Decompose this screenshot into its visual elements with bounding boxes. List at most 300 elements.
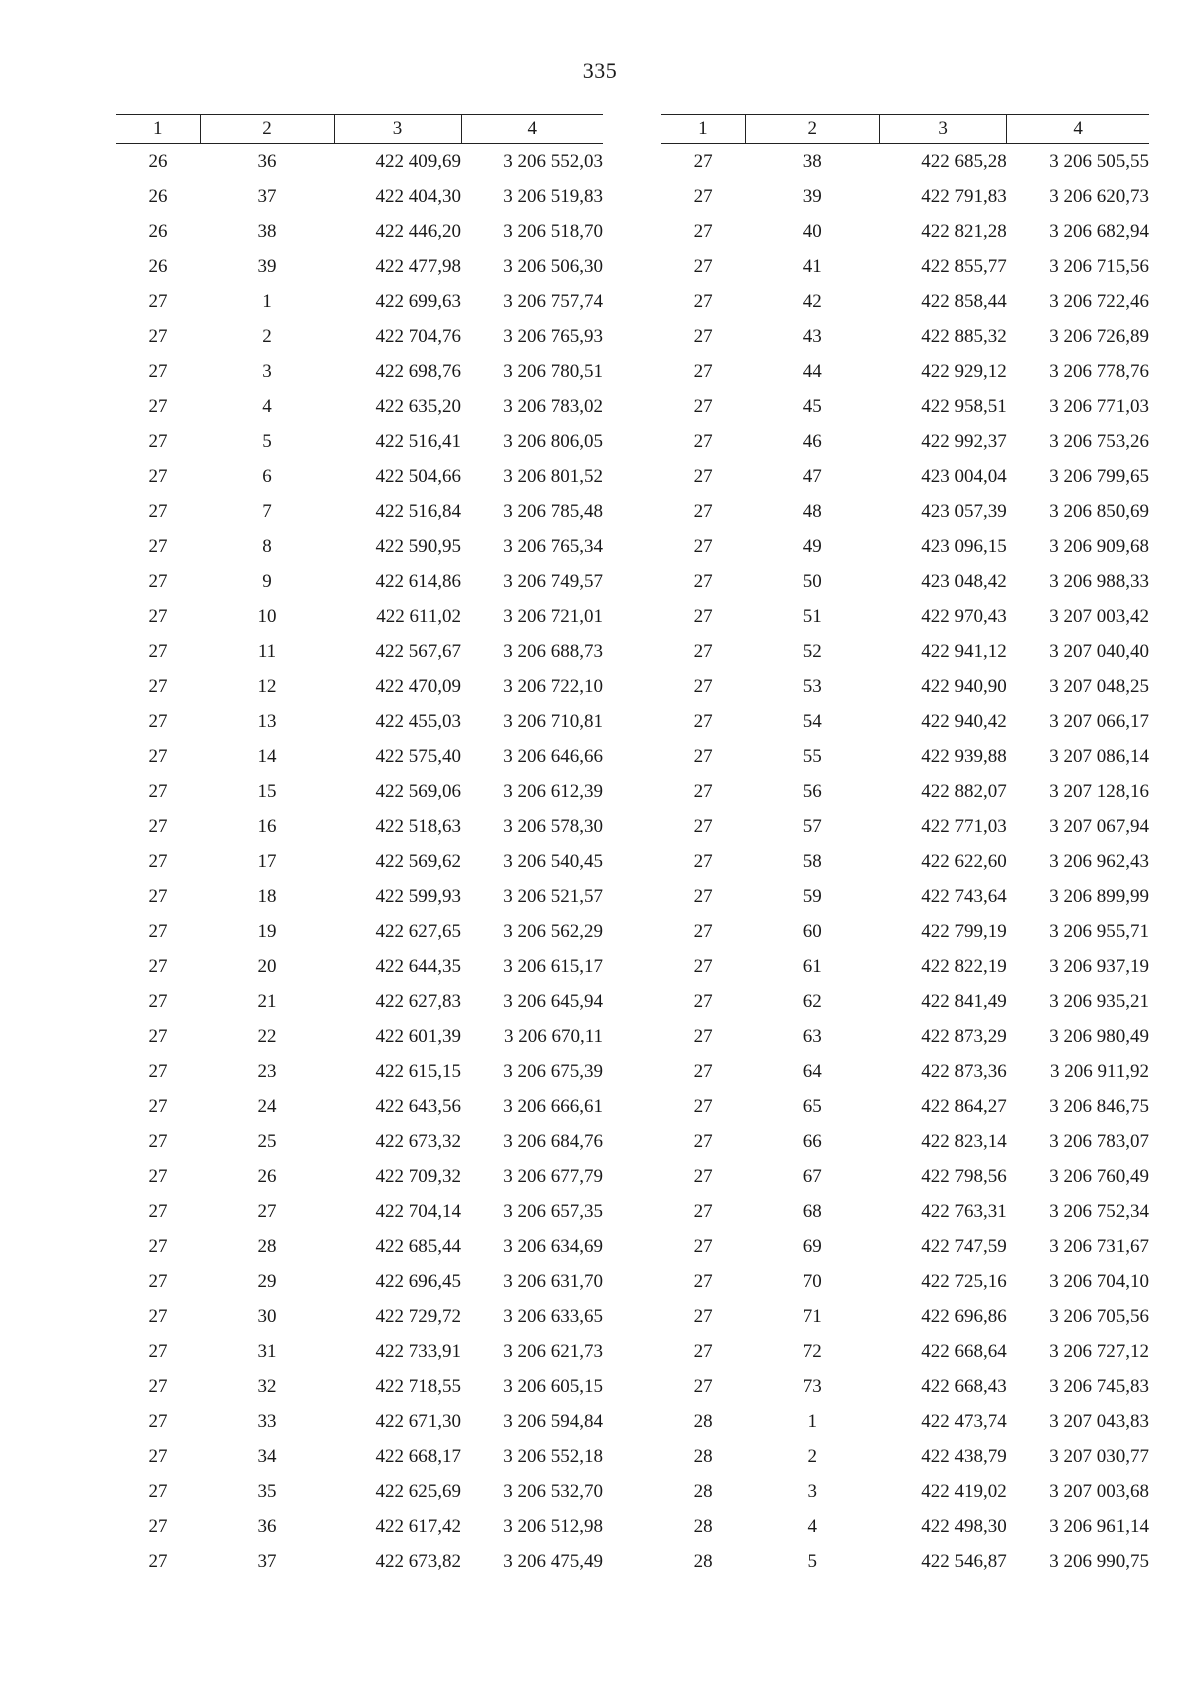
cell-col-4: 3 206 850,69 [1049,501,1149,522]
cell-col-2: 34 [257,1446,277,1467]
cell-col-1: 27 [693,186,713,207]
cell-col-1: 28 [693,1446,713,1467]
cell-col-4: 3 206 540,45 [503,851,603,872]
cell-col-4: 3 207 030,77 [1049,1446,1149,1467]
cell-col-3: 422 940,90 [921,676,1007,697]
cell-col-3: 422 958,51 [921,396,1007,417]
cell-col-2: 63 [802,1026,822,1047]
cell-col-3: 422 473,74 [921,1411,1007,1432]
table-row [661,1019,1149,1054]
cell-col-4: 3 207 086,14 [1049,746,1149,767]
table-row [661,1439,1149,1474]
page-number: 335 [582,58,618,83]
table-row [116,844,603,879]
cell-col-3: 422 569,06 [375,781,461,802]
cell-col-3: 422 668,64 [921,1341,1007,1362]
table-row [116,1299,603,1334]
table-row [116,774,603,809]
cell-col-2: 38 [802,151,822,172]
table-row [116,1229,603,1264]
cell-col-3: 422 625,69 [375,1481,461,1502]
cell-col-2: 5 [807,1551,818,1572]
cell-col-4: 3 206 621,73 [503,1341,603,1362]
table-row [116,599,603,634]
table-row [661,669,1149,704]
cell-col-3: 422 799,19 [921,921,1007,942]
cell-col-4: 3 206 785,48 [503,501,603,522]
cell-col-4: 3 206 765,34 [503,536,603,557]
cell-col-2: 60 [802,921,822,942]
cell-col-1: 27 [693,361,713,382]
cell-col-3: 422 617,42 [375,1516,461,1537]
table-row [661,1369,1149,1404]
cell-col-2: 17 [257,851,277,872]
table-row [661,704,1149,739]
cell-col-3: 422 419,02 [921,1481,1007,1502]
table-row [661,1159,1149,1194]
cell-col-1: 27 [148,1446,168,1467]
cell-col-3: 422 718,55 [375,1376,461,1397]
cell-col-4: 3 207 067,94 [1049,816,1149,837]
cell-col-2: 44 [802,361,822,382]
cell-col-1: 27 [148,816,168,837]
cell-col-2: 66 [802,1131,822,1152]
cell-col-1: 27 [148,746,168,767]
cell-col-2: 33 [257,1411,277,1432]
table-row [116,179,603,214]
cell-col-3: 422 516,41 [375,431,461,452]
cell-col-3: 422 668,43 [921,1376,1007,1397]
cell-col-3: 422 941,12 [921,641,1007,662]
cell-col-1: 27 [148,1166,168,1187]
cell-col-3: 422 855,77 [921,256,1007,277]
cell-col-3: 422 643,56 [375,1096,461,1117]
cell-col-1: 27 [148,956,168,977]
cell-col-2: 57 [802,816,822,837]
cell-col-1: 27 [148,1516,168,1537]
cell-col-2: 73 [802,1376,822,1397]
cell-col-1: 28 [693,1411,713,1432]
table-body [661,144,1149,1580]
cell-col-4: 3 207 128,16 [1049,781,1149,802]
table-row [661,1299,1149,1334]
cell-col-1: 27 [693,956,713,977]
cell-col-3: 422 673,82 [375,1551,461,1572]
cell-col-4: 3 206 753,26 [1049,431,1149,452]
table-row [661,844,1149,879]
cell-col-4: 3 206 757,74 [503,291,603,312]
cell-col-2: 22 [257,1026,277,1047]
cell-col-2: 50 [802,571,822,592]
cell-col-4: 3 206 612,39 [503,781,603,802]
table-row [661,914,1149,949]
column-header-4: 4 [1007,115,1149,144]
table-row [661,879,1149,914]
cell-col-4: 3 206 745,83 [1049,1376,1149,1397]
cell-col-1: 27 [148,466,168,487]
table-row [661,739,1149,774]
cell-col-2: 65 [802,1096,822,1117]
cell-col-2: 13 [257,711,277,732]
cell-col-4: 3 206 783,02 [503,396,603,417]
cell-col-3: 422 698,76 [375,361,461,382]
cell-col-3: 422 516,84 [375,501,461,522]
cell-col-3: 422 477,98 [375,256,461,277]
cell-col-1: 26 [148,256,168,277]
cell-col-3: 422 575,40 [375,746,461,767]
table-row [661,354,1149,389]
cell-col-1: 27 [693,1061,713,1082]
cell-col-1: 27 [148,1376,168,1397]
cell-col-4: 3 206 801,52 [503,466,603,487]
cell-col-4: 3 206 962,43 [1049,851,1149,872]
cell-col-1: 27 [148,991,168,1012]
cell-col-4: 3 206 937,19 [1049,956,1149,977]
cell-col-1: 27 [148,606,168,627]
cell-col-2: 42 [802,291,822,312]
cell-col-1: 27 [693,1131,713,1152]
cell-col-4: 3 206 731,67 [1049,1236,1149,1257]
cell-col-4: 3 206 688,73 [503,641,603,662]
cell-col-3: 422 518,63 [375,816,461,837]
cell-col-3: 422 940,42 [921,711,1007,732]
cell-col-3: 422 709,32 [375,1166,461,1187]
cell-col-1: 27 [693,501,713,522]
cell-col-4: 3 206 521,57 [503,886,603,907]
coordinates-table-left [116,114,603,1579]
table-row [661,214,1149,249]
table-row [116,1194,603,1229]
cell-col-3: 422 970,43 [921,606,1007,627]
table-row [116,1264,603,1299]
cell-col-4: 3 206 677,79 [503,1166,603,1187]
table-row [116,1159,603,1194]
cell-col-1: 27 [148,536,168,557]
cell-col-4: 3 206 666,61 [503,1096,603,1117]
cell-col-3: 422 627,83 [375,991,461,1012]
cell-col-4: 3 206 783,07 [1049,1131,1149,1152]
cell-col-3: 422 864,27 [921,1096,1007,1117]
table-row [661,984,1149,1019]
cell-col-2: 20 [257,956,277,977]
cell-col-4: 3 206 752,34 [1049,1201,1149,1222]
table-row [661,1089,1149,1124]
cell-col-2: 18 [257,886,277,907]
cell-col-3: 422 939,88 [921,746,1007,767]
cell-col-2: 9 [262,571,272,592]
cell-col-3: 422 685,28 [921,151,1007,172]
table-row [116,459,603,494]
cell-col-1: 27 [693,1201,713,1222]
table-row [661,284,1149,319]
cell-col-4: 3 206 722,46 [1049,291,1149,312]
cell-col-1: 27 [148,1096,168,1117]
table-row [116,564,603,599]
column-header-4: 4 [461,115,603,144]
cell-col-2: 64 [802,1061,822,1082]
cell-col-4: 3 206 749,57 [503,571,603,592]
cell-col-3: 422 747,59 [921,1236,1007,1257]
column-header-3: 3 [334,115,461,144]
cell-col-3: 422 590,95 [375,536,461,557]
cell-col-1: 27 [693,886,713,907]
cell-col-4: 3 206 727,12 [1049,1341,1149,1362]
cell-col-1: 27 [148,1131,168,1152]
cell-col-3: 422 704,76 [375,326,461,347]
column-header-3: 3 [879,115,1006,144]
cell-col-2: 68 [802,1201,822,1222]
column-header-2: 2 [200,115,334,144]
cell-col-2: 62 [802,991,822,1012]
table-row [116,809,603,844]
cell-col-4: 3 206 519,83 [503,186,603,207]
table-body [116,144,603,1580]
cell-col-4: 3 206 475,49 [503,1551,603,1572]
cell-col-3: 422 743,64 [921,886,1007,907]
cell-col-4: 3 206 765,93 [503,326,603,347]
column-header-1: 1 [661,115,745,144]
cell-col-2: 31 [257,1341,277,1362]
cell-col-3: 422 446,20 [375,221,461,242]
cell-col-3: 422 685,44 [375,1236,461,1257]
cell-col-3: 422 615,15 [375,1061,461,1082]
table-row [661,1229,1149,1264]
cell-col-3: 422 567,67 [375,641,461,662]
cell-col-4: 3 206 634,69 [503,1236,603,1257]
cell-col-3: 422 696,86 [921,1306,1007,1327]
cell-col-2: 5 [262,431,272,452]
cell-col-1: 27 [693,606,713,627]
cell-col-2: 12 [257,676,277,697]
cell-col-1: 27 [148,431,168,452]
table-row [661,1509,1149,1544]
table-row [116,214,603,249]
cell-col-2: 26 [257,1166,277,1187]
cell-col-3: 422 599,93 [375,886,461,907]
cell-col-4: 3 206 715,56 [1049,256,1149,277]
cell-col-4: 3 206 806,05 [503,431,603,452]
table-row [661,564,1149,599]
table-row [661,1474,1149,1509]
cell-col-1: 27 [693,536,713,557]
cell-col-2: 8 [262,536,272,557]
cell-col-4: 3 207 066,17 [1049,711,1149,732]
header-row [661,115,1149,144]
cell-col-3: 422 699,63 [375,291,461,312]
cell-col-1: 27 [148,1341,168,1362]
table-row [116,249,603,284]
cell-col-1: 27 [148,1236,168,1257]
cell-col-3: 422 822,19 [921,956,1007,977]
cell-col-3: 422 601,39 [375,1026,461,1047]
cell-col-1: 27 [148,361,168,382]
cell-col-4: 3 206 615,17 [503,956,603,977]
cell-col-3: 422 635,20 [375,396,461,417]
cell-col-3: 422 614,86 [375,571,461,592]
cell-col-1: 27 [148,326,168,347]
cell-col-4: 3 207 043,83 [1049,1411,1149,1432]
cell-col-2: 47 [802,466,822,487]
cell-col-3: 422 673,32 [375,1131,461,1152]
cell-col-2: 39 [802,186,822,207]
cell-col-1: 27 [693,921,713,942]
cell-col-3: 422 858,44 [921,291,1007,312]
table-row [116,1089,603,1124]
cell-col-4: 3 206 771,03 [1049,396,1149,417]
cell-col-4: 3 206 726,89 [1049,326,1149,347]
cell-col-2: 35 [257,1481,277,1502]
cell-col-2: 67 [802,1166,822,1187]
cell-col-1: 28 [693,1481,713,1502]
cell-col-3: 423 057,39 [921,501,1007,522]
cell-col-4: 3 206 578,30 [503,816,603,837]
table-row [116,984,603,1019]
table-row [116,1054,603,1089]
cell-col-3: 422 404,30 [375,186,461,207]
cell-col-1: 27 [148,851,168,872]
cell-col-4: 3 206 631,70 [503,1271,603,1292]
cell-col-3: 422 627,65 [375,921,461,942]
cell-col-4: 3 206 682,94 [1049,221,1149,242]
table-row [661,1544,1149,1579]
table-row [116,494,603,529]
table-row [116,879,603,914]
cell-col-4: 3 206 710,81 [503,711,603,732]
cell-col-3: 422 498,30 [921,1516,1007,1537]
cell-col-4: 3 206 506,30 [503,256,603,277]
cell-col-3: 422 504,66 [375,466,461,487]
cell-col-2: 41 [802,256,822,277]
table-row [661,634,1149,669]
cell-col-4: 3 206 532,70 [503,1481,603,1502]
cell-col-3: 422 611,02 [376,606,461,627]
cell-col-4: 3 207 040,40 [1049,641,1149,662]
cell-col-2: 3 [807,1481,818,1502]
table-row [661,319,1149,354]
cell-col-1: 28 [693,1516,713,1537]
cell-col-2: 40 [802,221,822,242]
cell-col-4: 3 206 722,10 [503,676,603,697]
cell-col-1: 27 [148,1026,168,1047]
table-row [661,249,1149,284]
table-row [661,1404,1149,1439]
cell-col-1: 27 [148,501,168,522]
cell-col-2: 19 [257,921,277,942]
cell-col-4: 3 206 988,33 [1049,571,1149,592]
cell-col-4: 3 206 911,92 [1049,1061,1149,1082]
cell-col-3: 422 668,17 [375,1446,461,1467]
cell-col-1: 27 [693,571,713,592]
table-row [661,494,1149,529]
cell-col-2: 72 [802,1341,822,1362]
cell-col-1: 27 [693,1341,713,1362]
cell-col-2: 49 [802,536,822,557]
cell-col-1: 28 [693,1551,713,1572]
cell-col-4: 3 206 633,65 [503,1306,603,1327]
cell-col-1: 27 [148,781,168,802]
cell-col-3: 422 992,37 [921,431,1007,452]
cell-col-3: 422 798,56 [921,1166,1007,1187]
cell-col-2: 25 [257,1131,277,1152]
cell-col-4: 3 207 003,42 [1049,606,1149,627]
table-row [661,1264,1149,1299]
cell-col-3: 422 729,72 [375,1306,461,1327]
table-row [116,1509,603,1544]
cell-col-4: 3 206 670,11 [503,1026,603,1047]
table-row [116,144,603,180]
cell-col-4: 3 207 048,25 [1049,676,1149,697]
cell-col-2: 7 [262,501,272,522]
cell-col-2: 38 [257,221,277,242]
cell-col-3: 422 821,28 [921,221,1007,242]
cell-col-1: 27 [693,1096,713,1117]
cell-col-4: 3 206 846,75 [1049,1096,1149,1117]
cell-col-4: 3 206 594,84 [503,1411,603,1432]
table-row [116,1334,603,1369]
column-header-2: 2 [745,115,879,144]
column-header-1: 1 [116,115,200,144]
cell-col-2: 55 [802,746,822,767]
cell-col-1: 27 [693,746,713,767]
cell-col-1: 27 [693,816,713,837]
cell-col-1: 27 [693,256,713,277]
cell-col-3: 422 733,91 [375,1341,461,1362]
cell-col-4: 3 206 778,76 [1049,361,1149,382]
cell-col-2: 37 [257,1551,277,1572]
table-row [116,914,603,949]
table-row [116,634,603,669]
cell-col-4: 3 206 646,66 [503,746,603,767]
cell-col-2: 15 [257,781,277,802]
cell-col-1: 27 [693,1166,713,1187]
cell-col-4: 3 206 562,29 [503,921,603,942]
cell-col-3: 422 873,36 [921,1061,1007,1082]
cell-col-1: 27 [148,886,168,907]
table-row [661,1054,1149,1089]
cell-col-2: 58 [802,851,822,872]
table-row [116,529,603,564]
cell-col-3: 422 841,49 [921,991,1007,1012]
cell-col-1: 27 [693,1236,713,1257]
cell-col-4: 3 206 899,99 [1049,886,1149,907]
cell-col-2: 4 [807,1516,818,1537]
cell-col-3: 422 763,31 [921,1201,1007,1222]
table-row [661,424,1149,459]
cell-col-3: 423 096,15 [921,536,1007,557]
cell-col-1: 27 [693,1271,713,1292]
cell-col-3: 422 873,29 [921,1026,1007,1047]
cell-col-1: 27 [693,641,713,662]
cell-col-2: 56 [802,781,822,802]
cell-col-1: 27 [148,291,168,312]
cell-col-1: 27 [693,781,713,802]
cell-col-2: 27 [257,1201,277,1222]
table-row [116,354,603,389]
cell-col-2: 2 [262,326,272,347]
cell-col-4: 3 206 552,18 [503,1446,603,1467]
cell-col-2: 37 [257,186,277,207]
cell-col-1: 27 [148,1481,168,1502]
table-row [116,1439,603,1474]
cell-col-4: 3 206 684,76 [503,1131,603,1152]
cell-col-1: 27 [148,1201,168,1222]
cell-col-2: 11 [257,641,277,662]
table-row [661,1334,1149,1369]
cell-col-3: 422 455,03 [375,711,461,732]
cell-col-2: 21 [257,991,277,1012]
cell-col-2: 69 [802,1236,822,1257]
table-row [116,704,603,739]
